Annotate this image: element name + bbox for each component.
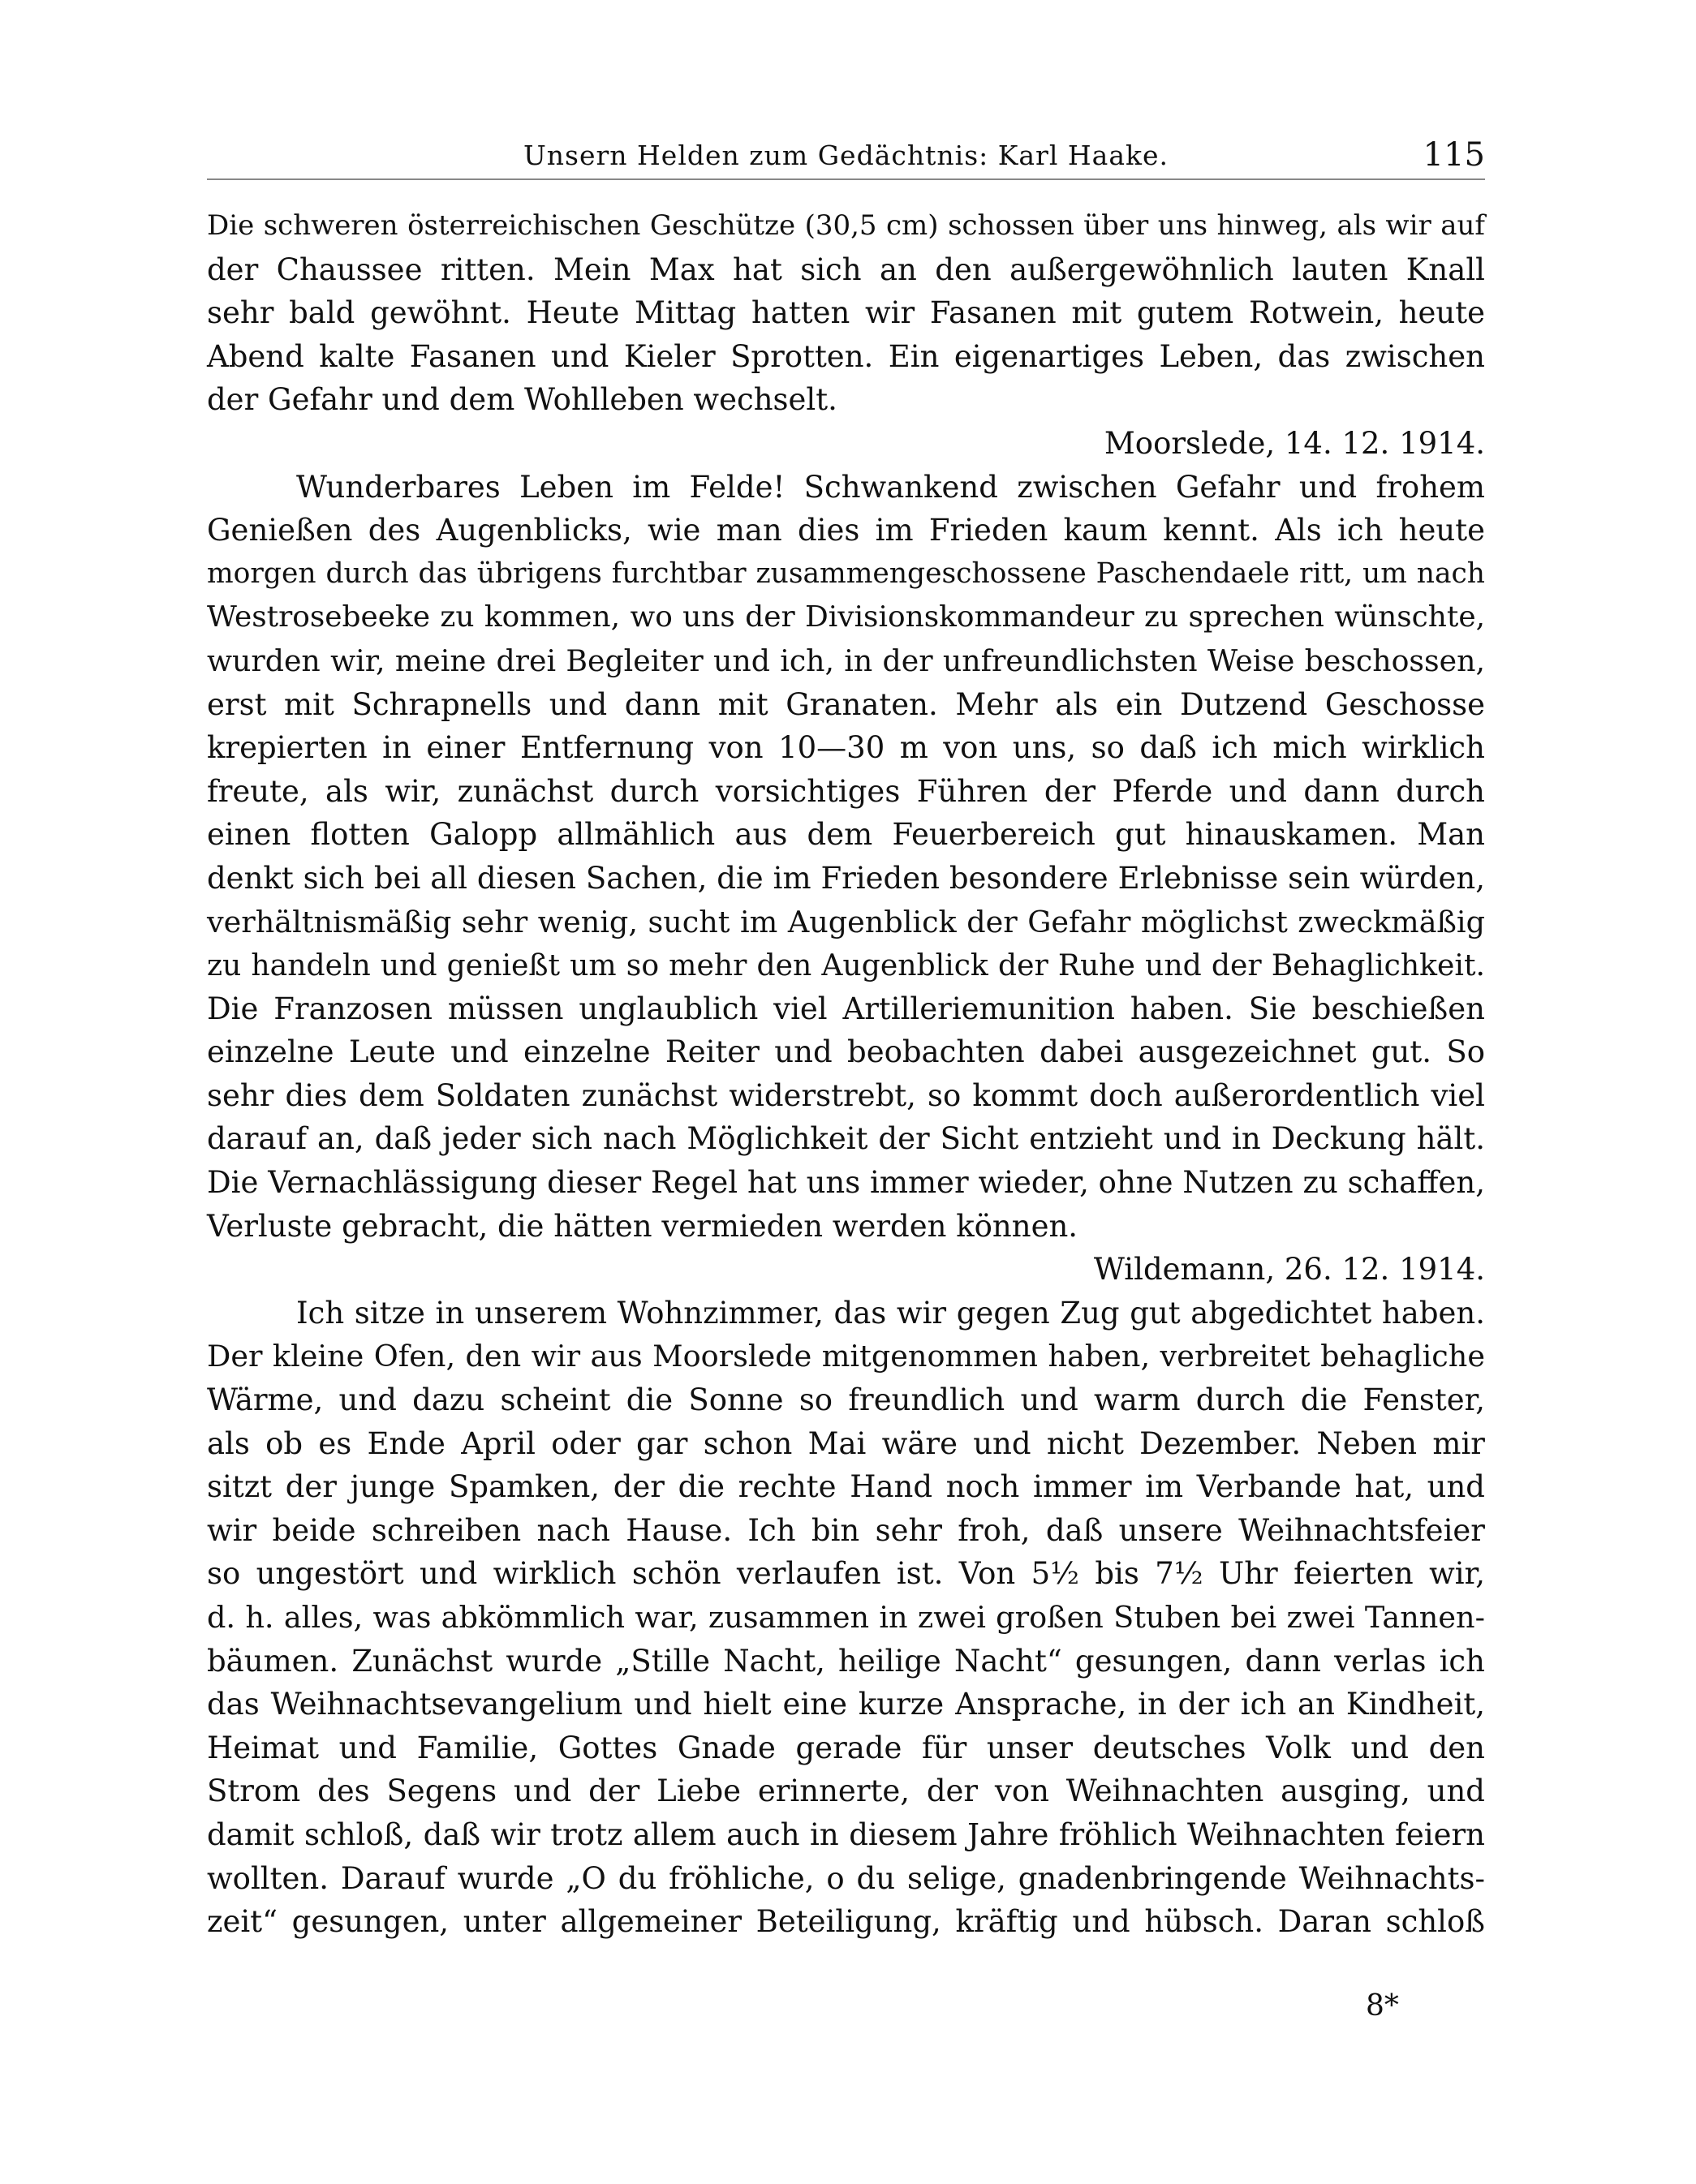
running-title: Unsern Helden zum Gedächtnis: Karl Haake. <box>523 140 1169 171</box>
text-line: sitzt der junge Spamken, der die rechte Hand noch immer im Verbande hat, und <box>207 1469 1485 1505</box>
text-line: wurden wir, meine drei Begleiter und ich, in der unfreundlichsten Weise beschossen, <box>207 643 1485 678</box>
text-line: sehr bald gewöhnt. Heute Mittag hatten wir Fasanen mit gutem Rotwein, heute <box>207 295 1485 331</box>
text-line: Wunderbares Leben im Felde! Schwankend zwischen Gefahr und frohem <box>296 469 1485 505</box>
text-line: sehr dies dem Soldaten zunächst widerstrebt, so kommt doch außerordentlich viel <box>207 1077 1485 1113</box>
text-line: erst mit Schrapnells und dann mit Granaten. Mehr als ein Dutzend Geschosse <box>207 686 1485 722</box>
text-line: Westrosebeeke zu kommen, wo uns der Divisionskommandeur zu sprechen wünschte, <box>207 600 1485 634</box>
text-line: Die Franzosen müssen unglaublich viel Artilleriemunition haben. Sie beschießen <box>207 991 1485 1026</box>
text-line: einen flotten Galopp allmählich aus dem Feuerbereich gut hinauskamen. Man <box>207 817 1485 853</box>
text-line: damit schloß, daß wir trotz allem auch in diesem Jahre fröhlich Weihnachten feiern <box>207 1816 1485 1852</box>
text-line: das Weihnachtsevangelium und hielt eine kurze Ansprache, in der ich an Kindheit, <box>207 1687 1485 1722</box>
text-line: so ungestört und wirklich schön verlaufen ist. Von 5½ bis 7½ Uhr feierten wir, <box>207 1556 1485 1592</box>
text-line: Der kleine Ofen, den wir aus Moorslede mitgenommen haben, verbreitet behagliche <box>207 1339 1485 1374</box>
text-line: denkt sich bei all diesen Sachen, die im Frieden besondere Erlebnisse sein würden, <box>207 860 1485 896</box>
text-line: Heimat und Familie, Gottes Gnade gerade für unser deutsches Volk und den <box>207 1730 1485 1765</box>
text-line: darauf an, daß jeder sich nach Möglichkeit der Sicht entzieht und in Deckung hält. <box>207 1121 1485 1157</box>
text-line: als ob es Ende April oder gar schon Mai wäre und nicht Dezember. Neben mir <box>207 1425 1485 1461</box>
text-line: einzelne Leute und einzelne Reiter und beobachten dabei ausgezeichnet gut. So <box>207 1034 1485 1070</box>
text-line: d. h. alles, was abkömmlich war, zusammen in zwei großen Stuben bei zwei Tannen- <box>207 1600 1485 1635</box>
text-line: der Chaussee ritten. Mein Max hat sich an den außergewöhnlich lauten Knall <box>207 252 1485 287</box>
text-line: Abend kalte Fasanen und Kieler Sprotten. Ein eigenartiges Leben, das zwischen <box>207 338 1485 374</box>
text-line: krepierten in einer Entfernung von 10—30 m von uns, so daß ich mich wirklich <box>207 730 1485 766</box>
dateline: Wildemann, 26. 12. 1914. <box>1093 1252 1485 1288</box>
text-line: wir beide schreiben nach Hause. Ich bin sehr froh, daß unsere Weihnachtsfeier <box>207 1512 1485 1548</box>
text-line: zeit“ gesungen, unter allgemeiner Beteiligung, kräftig und hübsch. Daran schloß <box>207 1904 1485 1940</box>
text-line: zu handeln und genießt um so mehr den Augenblick der Ruhe und der Behaglichkeit. <box>207 948 1485 983</box>
text-line: wollten. Darauf wurde „O du fröhliche, o du selige, gnadenbringende Weihnachts- <box>207 1860 1485 1896</box>
dateline: Moorslede, 14. 12. 1914. <box>1104 425 1485 461</box>
text-line: Strom des Segens und der Liebe erinnerte, der von Weihnachten ausging, und <box>207 1773 1485 1809</box>
text-line: Ich sitze in unserem Wohnzimmer, das wir gegen Zug gut abgedichtet haben. <box>296 1295 1485 1331</box>
running-head <box>207 136 1485 185</box>
text-line: verhältnismäßig sehr wenig, sucht im Augenblick der Gefahr möglichst zweckmäßig <box>207 904 1485 939</box>
header-rule <box>207 178 1485 180</box>
text-line: freute, als wir, zunächst durch vorsichtiges Führen der Pferde und dann durch <box>207 773 1485 809</box>
signature-mark: 8* <box>1366 1989 1399 2023</box>
page-number: 115 <box>1423 136 1485 174</box>
text-line: bäumen. Zunächst wurde „Stille Nacht, heilige Nacht“ gesungen, dann verlas ich <box>207 1643 1485 1679</box>
text-line: Die Vernachlässigung dieser Regel hat uns immer wieder, ohne Nutzen zu schaffen, <box>207 1165 1485 1201</box>
text-line: Verluste gebracht, die hätten vermieden werden können. <box>207 1208 1078 1244</box>
text-line: der Gefahr und dem Wohlleben wechselt. <box>207 382 837 418</box>
text-line: Die schweren österreichischen Geschütze (30,5 cm) schossen über uns hinweg, als wir auf <box>207 209 1485 242</box>
text-line: Genießen des Augenblicks, wie man dies im Frieden kaum kennt. Als ich heute <box>207 513 1485 548</box>
text-line: morgen durch das übrigens furchtbar zusammengeschossene Paschendaele ritt, um nach <box>207 557 1485 590</box>
text-line: Wärme, und dazu scheint die Sonne so freundlich und warm durch die Fenster, <box>207 1382 1485 1418</box>
body-text <box>207 204 1485 1944</box>
